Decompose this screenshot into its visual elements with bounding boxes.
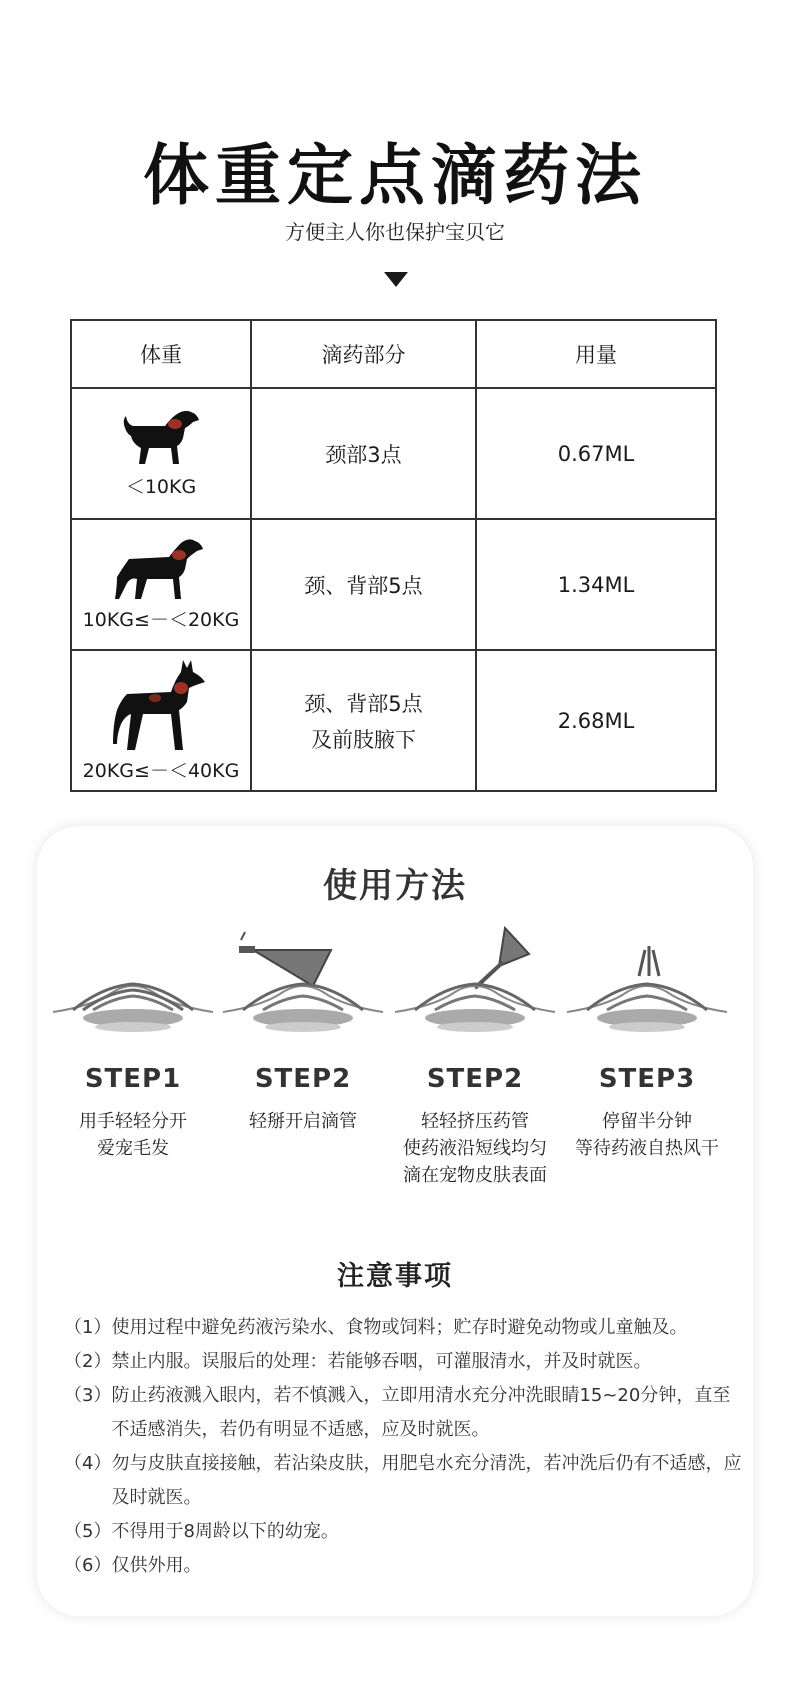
list-item (64, 1311, 744, 1345)
usage-card (37, 826, 753, 1616)
step-label: STEP3 (598, 1064, 696, 1094)
site-cell (251, 388, 476, 519)
step-desc: 停留半分钟 等待药液自热风干 (575, 1111, 719, 1159)
site-cell (251, 519, 476, 650)
weight-cell (71, 519, 251, 650)
note-text: 不得用于8周龄以下的幼宠。 (111, 1521, 339, 1542)
weight-cell (71, 388, 251, 519)
notes-list (64, 1311, 744, 1583)
step-label: STEP2 (426, 1064, 524, 1094)
list-item (64, 1447, 744, 1515)
header-weight: 体重 (71, 320, 251, 388)
usage-title: 使用方法 (323, 866, 467, 906)
step-3 (389, 926, 561, 1189)
large-dog-icon (111, 658, 211, 754)
step-label: STEP2 (254, 1064, 352, 1094)
step-1 (47, 926, 219, 1162)
note-number: （6） (64, 1555, 112, 1576)
note-number: （5） (64, 1521, 112, 1542)
site-text: 颈、背部5点 (304, 691, 423, 716)
list-item (64, 1345, 744, 1379)
note-text: 防止药液溅入眼内，若不慎溅入，立即用清水充分冲洗眼睛15~20分钟，直至不适感消失，若仍有明显不适感，应及时就医。 (111, 1385, 731, 1440)
list-item (64, 1379, 744, 1447)
down-arrow-icon (384, 272, 408, 287)
table-row (71, 519, 716, 650)
note-number: （4） (64, 1453, 112, 1474)
medium-dog-icon (113, 537, 209, 603)
table-row (71, 388, 716, 519)
step-label: STEP1 (84, 1064, 182, 1094)
list-item (64, 1549, 744, 1583)
step-desc: 轻掰开启滴管 (249, 1111, 357, 1132)
table-header-row (71, 320, 716, 388)
site-cell (251, 650, 476, 791)
site-text: 颈、背部5点 (304, 573, 423, 598)
dose-cell: 0.67ML (476, 388, 716, 519)
weight-cell (71, 650, 251, 791)
page-subtitle: 方便主人你也保护宝贝它 (285, 220, 505, 244)
weight-label: ＜10KG (125, 476, 197, 498)
fur-icon (53, 926, 213, 1036)
step-4 (561, 926, 733, 1162)
site-text: 颈部3点 (325, 442, 402, 467)
header-dose: 用量 (476, 320, 716, 388)
small-dog-icon (119, 408, 203, 470)
dosage-table (70, 319, 717, 792)
dose-cell: 2.68ML (476, 650, 716, 791)
note-text: 勿与皮肤直接接触，若沾染皮肤，用肥皂水充分清洗，若冲洗后仍有不适感，应及时就医。 (111, 1453, 742, 1508)
note-number: （2） (64, 1351, 112, 1372)
notes-title: 注意事项 (337, 1261, 453, 1292)
list-item (64, 1515, 744, 1549)
step-2 (217, 926, 389, 1135)
note-text: 仅供外用。 (111, 1555, 202, 1576)
weight-label: 20KG≤－＜40KG (82, 760, 240, 782)
note-text: 禁止内服。误服后的处理：若能够吞咽，可灌服清水，并及时就医。 (111, 1351, 652, 1372)
site-text-line2: 及前肢腋下 (311, 727, 416, 752)
table-row (71, 650, 716, 791)
absorb-icon (567, 926, 727, 1036)
step-desc: 轻轻挤压药管 使药液沿短线均匀 滴在宠物皮肤表面 (403, 1111, 547, 1186)
note-number: （1） (64, 1317, 112, 1338)
note-text: 使用过程中避免药液污染水、食物或饲料；贮存时避免动物或儿童触及。 (111, 1317, 688, 1338)
step-desc: 用手轻轻分开 爱宠毛发 (79, 1111, 187, 1159)
weight-label: 10KG≤－＜20KG (82, 609, 240, 631)
header-site: 滴药部分 (251, 320, 476, 388)
dose-cell: 1.34ML (476, 519, 716, 650)
page-title: 体重定点滴药法 (143, 137, 647, 214)
pipette-open-icon (223, 926, 383, 1036)
note-number: （3） (64, 1385, 112, 1406)
pipette-squeeze-icon (395, 926, 555, 1036)
